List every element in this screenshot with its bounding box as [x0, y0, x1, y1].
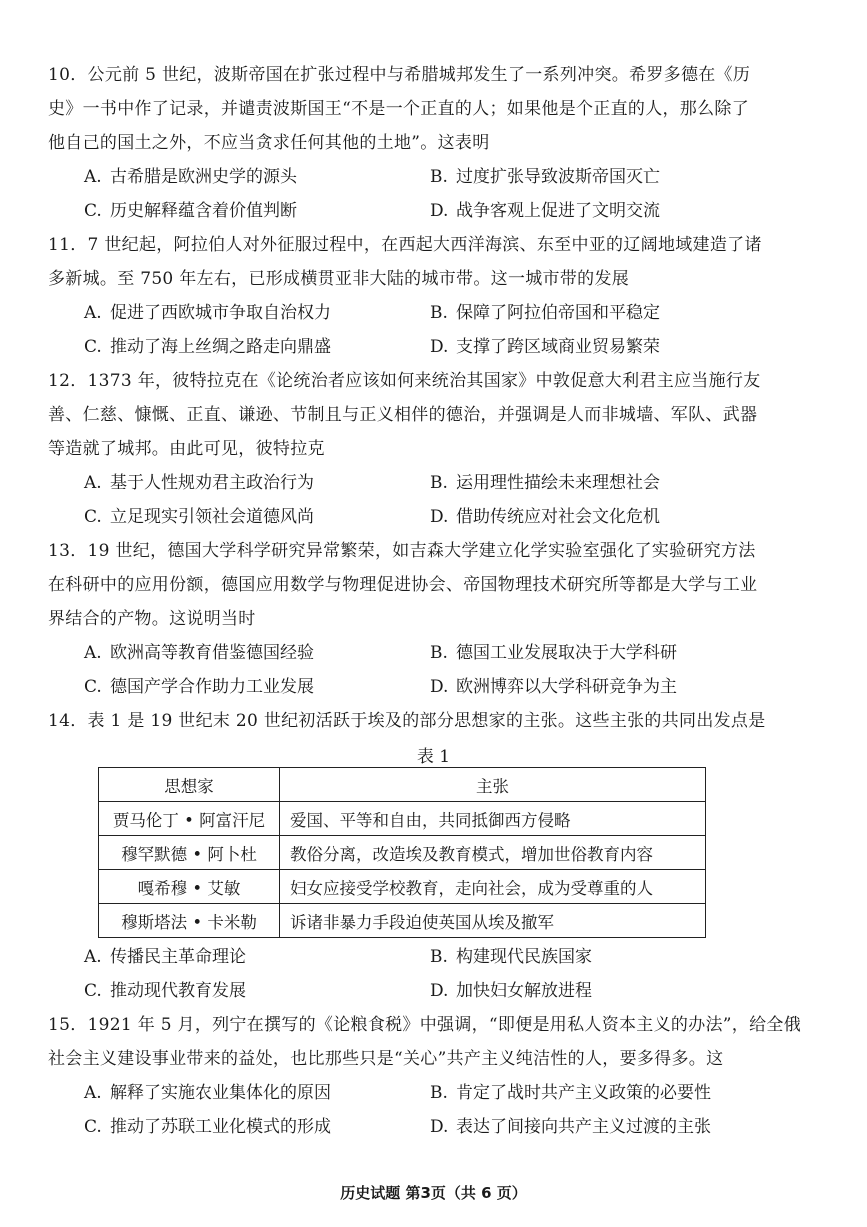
option-b[interactable]: B. 运用理性描绘未来理想社会: [430, 473, 660, 493]
question-11-stem: [48, 228, 838, 296]
question-line: 他自己的国土之外，不应当贪求任何其他的土地”。这表明: [48, 133, 490, 153]
option-b[interactable]: B. 保障了阿拉伯帝国和平稳定: [430, 303, 660, 323]
question-13-stem: [48, 534, 838, 636]
table-header-cell: 主张: [280, 768, 706, 802]
table-cell: 妇女应接受学校教育，走向社会，成为受尊重的人: [280, 870, 706, 904]
question-line: 11．7 世纪起，阿拉伯人对外征服过程中，在西起大西洋海滨、东至中亚的辽阔地域建造了诸: [48, 235, 762, 255]
option-d[interactable]: D. 借助传统应对社会文化危机: [430, 507, 660, 527]
question-line: 社会主义建设事业带来的益处，也比那些只是“关心”共产主义纯洁性的人，要多得多。这: [48, 1049, 724, 1069]
question-line: 12．1373 年，彼特拉克在《论统治者应该如何来统治其国家》中敦促意大利君主应当施行友: [48, 371, 761, 391]
option-c[interactable]: C. 历史解释蕴含着价值判断: [84, 201, 297, 221]
thinkers-table: [98, 767, 706, 938]
table-row: [99, 904, 706, 938]
option-d[interactable]: D. 战争客观上促进了文明交流: [430, 201, 660, 221]
question-14-stem: [48, 704, 838, 738]
option-a[interactable]: A. 欧洲高等教育借鉴德国经验: [84, 643, 314, 663]
option-d[interactable]: D. 支撑了跨区域商业贸易繁荣: [430, 337, 660, 357]
table-cell: 贾马伦丁 • 阿富汗尼: [99, 802, 280, 836]
table-cell: 穆斯塔法 • 卡米勒: [99, 904, 280, 938]
option-c[interactable]: C. 立足现实引领社会道德风尚: [84, 507, 314, 527]
option-d[interactable]: D. 欧洲博弈以大学科研竞争为主: [430, 677, 677, 697]
question-line: 15．1921 年 5 月，列宁在撰写的《论粮食税》中强调，“即便是用私人资本主义的办法”，给全俄: [48, 1015, 802, 1035]
table-cell: 爱国、平等和自由，共同抵御西方侵略: [280, 802, 706, 836]
table-cell: 诉诸非暴力手段迫使英国从埃及撤军: [280, 904, 706, 938]
table-cell: 教俗分离，改造埃及教育模式，增加世俗教育内容: [280, 836, 706, 870]
question-line: 界结合的产物。这说明当时: [48, 609, 256, 629]
option-a[interactable]: A. 解释了实施农业集体化的原因: [84, 1083, 331, 1103]
table-header-cell: 思想家: [99, 768, 280, 802]
table-header-row: [99, 768, 706, 802]
option-c[interactable]: C. 推动现代教育发展: [84, 981, 246, 1001]
question-line: 史》一书中作了记录，并谴责波斯国王“不是一个正直的人；如果他是个正直的人，那么除了: [48, 99, 749, 119]
table-row: [99, 836, 706, 870]
question-line: 多新城。至 750 年左右，已形成横贯亚非大陆的城市带。这一城市带的发展: [48, 269, 630, 289]
option-c[interactable]: C. 推动了苏联工业化模式的形成: [84, 1117, 331, 1137]
question-12-stem: [48, 364, 838, 466]
option-d[interactable]: D. 表达了间接向共产主义过渡的主张: [430, 1117, 711, 1137]
question-line: 10．公元前 5 世纪，波斯帝国在扩张过程中与希腊城邦发生了一系列冲突。希罗多德在《历: [48, 65, 751, 85]
question-15-stem: [48, 1008, 838, 1076]
option-a[interactable]: A. 传播民主革命理论: [84, 947, 246, 967]
table-cell: 穆罕默德 • 阿卜杜: [99, 836, 280, 870]
option-a[interactable]: A. 古希腊是欧洲史学的源头: [84, 167, 297, 187]
option-d[interactable]: D. 加快妇女解放进程: [430, 981, 592, 1001]
question-line: 13．19 世纪，德国大学科学研究异常繁荣，如吉森大学建立化学实验室强化了实验研究方法: [48, 541, 756, 561]
option-b[interactable]: B. 构建现代民族国家: [430, 947, 592, 967]
option-b[interactable]: B. 肯定了战时共产主义政策的必要性: [430, 1083, 711, 1103]
option-b[interactable]: B. 过度扩张导致波斯帝国灭亡: [430, 167, 660, 187]
question-10-stem: [48, 58, 838, 160]
table-cell: 嘎希穆 • 艾敏: [99, 870, 280, 904]
option-c[interactable]: C. 推动了海上丝绸之路走向鼎盛: [84, 337, 331, 357]
question-line: 善、仁慈、慷慨、正直、谦逊、节制且与正义相伴的德治，并强调是人而非城墙、军队、武器: [48, 405, 758, 425]
question-line: 在科研中的应用份额，德国应用数学与物理促进协会、帝国物理技术研究所等都是大学与工业: [48, 575, 758, 595]
question-line: 等造就了城邦。由此可见，彼特拉克: [48, 439, 325, 459]
option-b[interactable]: B. 德国工业发展取决于大学科研: [430, 643, 677, 663]
table-row: [99, 870, 706, 904]
option-a[interactable]: A. 促进了西欧城市争取自治权力: [84, 303, 331, 323]
table-caption: 表 1: [416, 747, 451, 767]
option-a[interactable]: A. 基于人性规劝君主政治行为: [84, 473, 314, 493]
question-line: 14．表 1 是 19 世纪末 20 世纪初活跃于埃及的部分思想家的主张。这些主张的共同出发点是: [48, 711, 766, 731]
table-row: [99, 802, 706, 836]
page-footer: 历史试题 第3页（共 6 页）: [340, 1184, 527, 1202]
option-c[interactable]: C. 德国产学合作助力工业发展: [84, 677, 314, 697]
